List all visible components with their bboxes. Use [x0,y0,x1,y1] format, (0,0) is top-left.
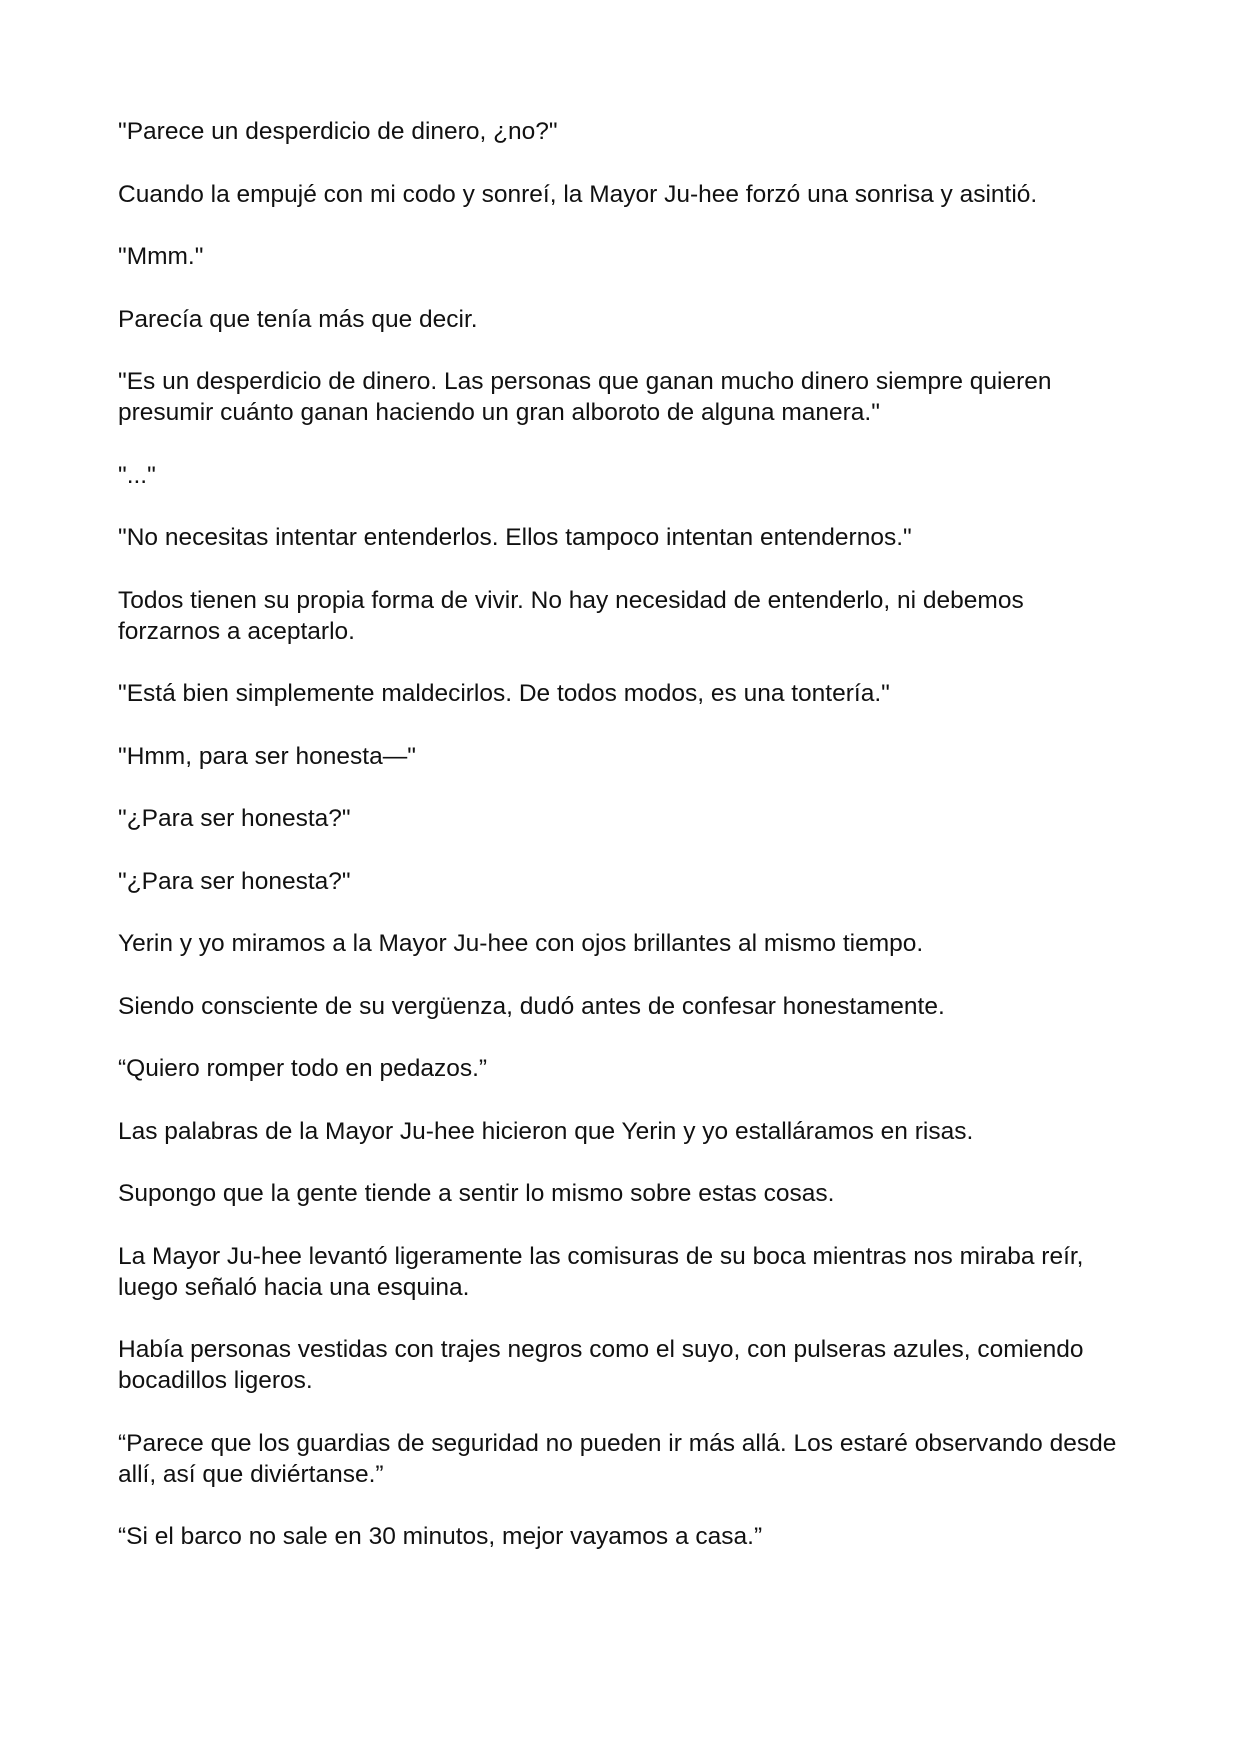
paragraph: Supongo que la gente tiende a sentir lo mismo sobre estas cosas. [118,1180,835,1207]
document-body [118,116,1118,1584]
paragraph: "Es un desperdicio de dinero. Las personas que ganan mucho dinero siempre quieren presumir cuánto ganan haciendo un gran alboroto de alguna manera." [118,368,1052,426]
paragraph: La Mayor Ju-hee levantó ligeramente las comisuras de su boca mientras nos miraba reír, luego señaló hacia una esquina. [118,1242,1084,1301]
paragraph: "Parece un desperdicio de dinero, ¿no?" [118,118,558,145]
paragraph: Siendo consciente de su vergüenza, dudó antes de confesar honestamente. [118,992,945,1020]
paragraph: "Hmm, para ser honesta—" [118,742,416,770]
paragraph: "..." [118,461,156,489]
paragraph: Había personas vestidas con trajes negros como el suyo, con pulseras azules, comiendo bocadillos ligeros. [118,1336,1084,1394]
paragraph: Yerin y yo miramos a la Mayor Ju-hee con ojos brillantes al mismo tiempo. [118,930,924,957]
paragraph: “Si el barco no sale en 30 minutos, mejor vayamos a casa.” [118,1523,763,1550]
paragraph: "Está bien simplemente maldecirlos. De todos modos, es una tontería." [118,680,890,707]
paragraph: "¿Para ser honesta?" [118,867,351,895]
paragraph: "Mmm." [118,243,204,270]
paragraph: "¿Para ser honesta?" [118,805,351,832]
paragraph: Cuando la empujé con mi codo y sonreí, la Mayor Ju-hee forzó una sonrisa y asintió. [118,180,1038,208]
paragraph: "No necesitas intentar entenderlos. Ellos tampoco intentan entendernos." [118,524,912,551]
paragraph: “Parece que los guardias de seguridad no pueden ir más allá. Los estaré observando desde allí, así que diviértanse.” [118,1429,1117,1488]
paragraph: Las palabras de la Mayor Ju-hee hicieron que Yerin y yo estalláramos en risas. [118,1117,974,1145]
paragraph: “Quiero romper todo en pedazos.” [118,1055,488,1082]
paragraph: Parecía que tenía más que decir. [118,305,478,333]
paragraph: Todos tienen su propia forma de vivir. No hay necesidad de entenderlo, ni debemos forzarnos a aceptarlo. [118,586,1024,645]
